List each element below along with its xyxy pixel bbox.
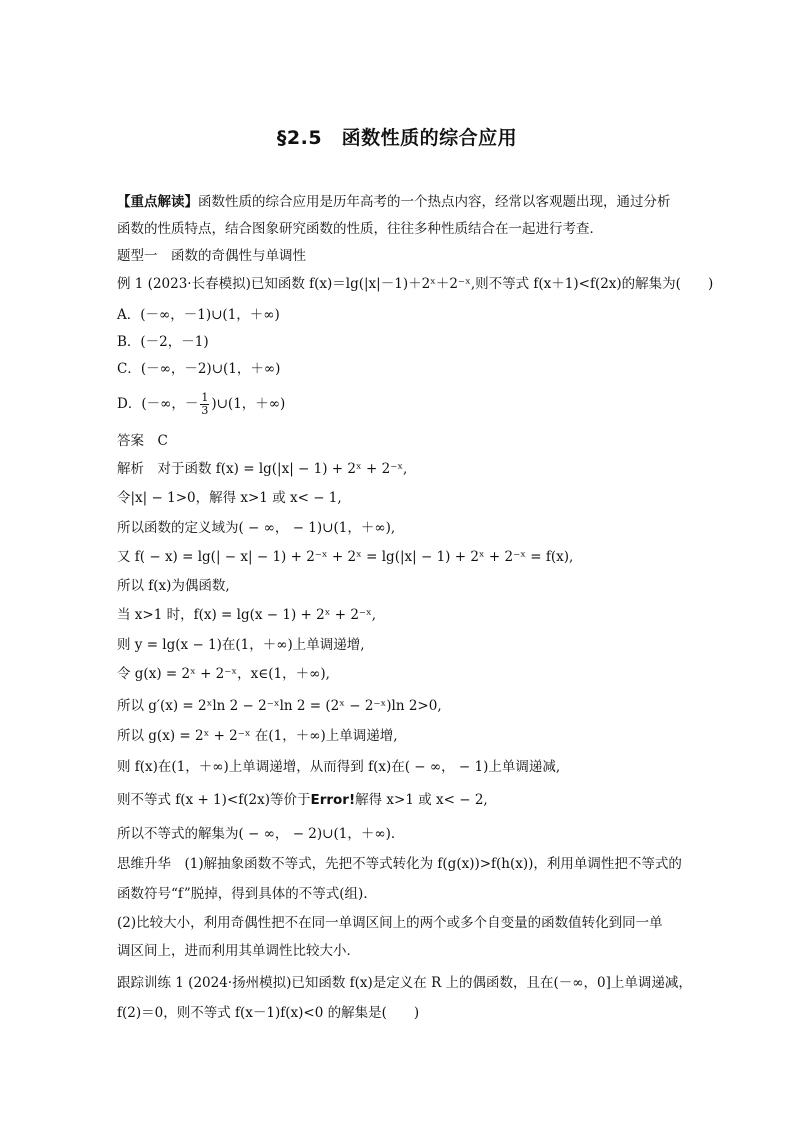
- inequality-line: [117, 791, 687, 809]
- intro-line-1: [117, 193, 687, 211]
- inequality-pre: 则不等式 f(x + 1)<f(2x)等价于: [117, 792, 311, 808]
- fraction-denominator: 3: [201, 404, 209, 417]
- fraction-one-third: [200, 392, 209, 417]
- solution-line-10: 所以 g(x) = 2ˣ + 2⁻ˣ 在(1，＋∞)上单调递增,: [117, 728, 398, 744]
- solution-line-1: 解析 对于函数 f(x) = lg(|x| − 1) + 2ˣ + 2⁻ˣ,: [117, 461, 408, 477]
- option-d-suffix: )∪(1，＋∞): [211, 396, 286, 412]
- exercise1-line-1: 跟踪训练 1 (2024·扬州模拟)已知函数 f(x)是定义在 R 上的偶函数，且在(－∞，0]上单调递减，: [117, 975, 692, 991]
- page-title: §2.5 函数性质的综合应用: [276, 127, 518, 149]
- exercise1-line-2: f(2)＝0，则不等式 f(x－1)f(x)<0 的解集是( ): [117, 1005, 420, 1021]
- insight-line-3: (2)比较大小，利用奇偶性把不在同一单调区间上的两个或多个自变量的函数值转化到同一单: [117, 915, 663, 931]
- option-a: A．(－∞，－1)∪(1，＋∞): [117, 307, 280, 323]
- option-b: B．(－2，－1): [117, 334, 209, 350]
- solution-line-7: 则 y = lg(x − 1)在(1，＋∞)上单调递增,: [117, 637, 365, 653]
- solution-line-5: 所以 f(x)为偶函数,: [117, 578, 230, 594]
- option-c: C．(－∞，－2)∪(1，＋∞): [117, 361, 281, 377]
- insight-line-1: 思维升华 (1)解抽象函数不等式，先把不等式转化为 f(g(x))>f(h(x))，利用单调性把不等式的: [117, 856, 682, 872]
- error-marker: Error!: [310, 792, 356, 808]
- example1-question: 例 1 (2023·长春模拟)已知函数 f(x)＝lg(|x|－1)＋2ˣ＋2⁻ˣ,则不等式 f(x＋1)<f(2x)的解集为( ): [117, 276, 714, 292]
- inequality-post: 解得 x>1 或 x< − 2,: [355, 792, 488, 808]
- insight-line-4: 调区间上，进而利用其单调性比较大小．: [117, 943, 360, 959]
- solution-line-3: 所以函数的定义域为( − ∞， − 1)∪(1，＋∞),: [117, 520, 396, 536]
- solution-line-8: 令 g(x) = 2ˣ + 2⁻ˣ，x∈(1，＋∞),: [117, 666, 330, 682]
- type1-heading: 题型一 函数的奇偶性与单调性: [117, 248, 306, 264]
- intro-tag: 【重点解读】: [117, 194, 198, 210]
- option-d: [117, 392, 687, 417]
- solution-line-6: 当 x>1 时，f(x) = lg(x − 1) + 2ˣ + 2⁻ˣ,: [117, 607, 377, 623]
- conclusion-line: 所以不等式的解集为( − ∞， − 2)∪(1，＋∞)．: [117, 826, 405, 842]
- solution-line-11: 则 f(x)在(1，＋∞)上单调递增，从而得到 f(x)在( − ∞， − 1)上单调递减,: [117, 759, 561, 775]
- insight-line-2: 函数符号“f”脱掉，得到具体的不等式(组)．: [117, 886, 377, 902]
- solution-line-9: 所以 g′(x) = 2ˣln 2 − 2⁻ˣln 2 = (2ˣ − 2⁻ˣ)ln 2>0,: [117, 698, 442, 714]
- fraction-numerator: 1: [201, 391, 209, 404]
- option-d-prefix: D．(－∞，－: [117, 396, 199, 412]
- answer-line: 答案 C: [117, 433, 168, 449]
- solution-line-2: 令|x| − 1>0，解得 x>1 或 x< − 1,: [117, 490, 342, 506]
- intro-line-2: 函数的性质特点，结合图象研究函数的性质，往往多种性质结合在一起进行考查．: [117, 221, 603, 237]
- intro-text-1: 函数性质的综合应用是历年高考的一个热点内容，经常以客观题出现，通过分析: [198, 194, 671, 210]
- solution-line-4: 又 f( − x) = lg(| − x| − 1) + 2⁻ˣ + 2ˣ = lg(|x| − 1) + 2ˣ + 2⁻ˣ = f(x),: [117, 549, 574, 565]
